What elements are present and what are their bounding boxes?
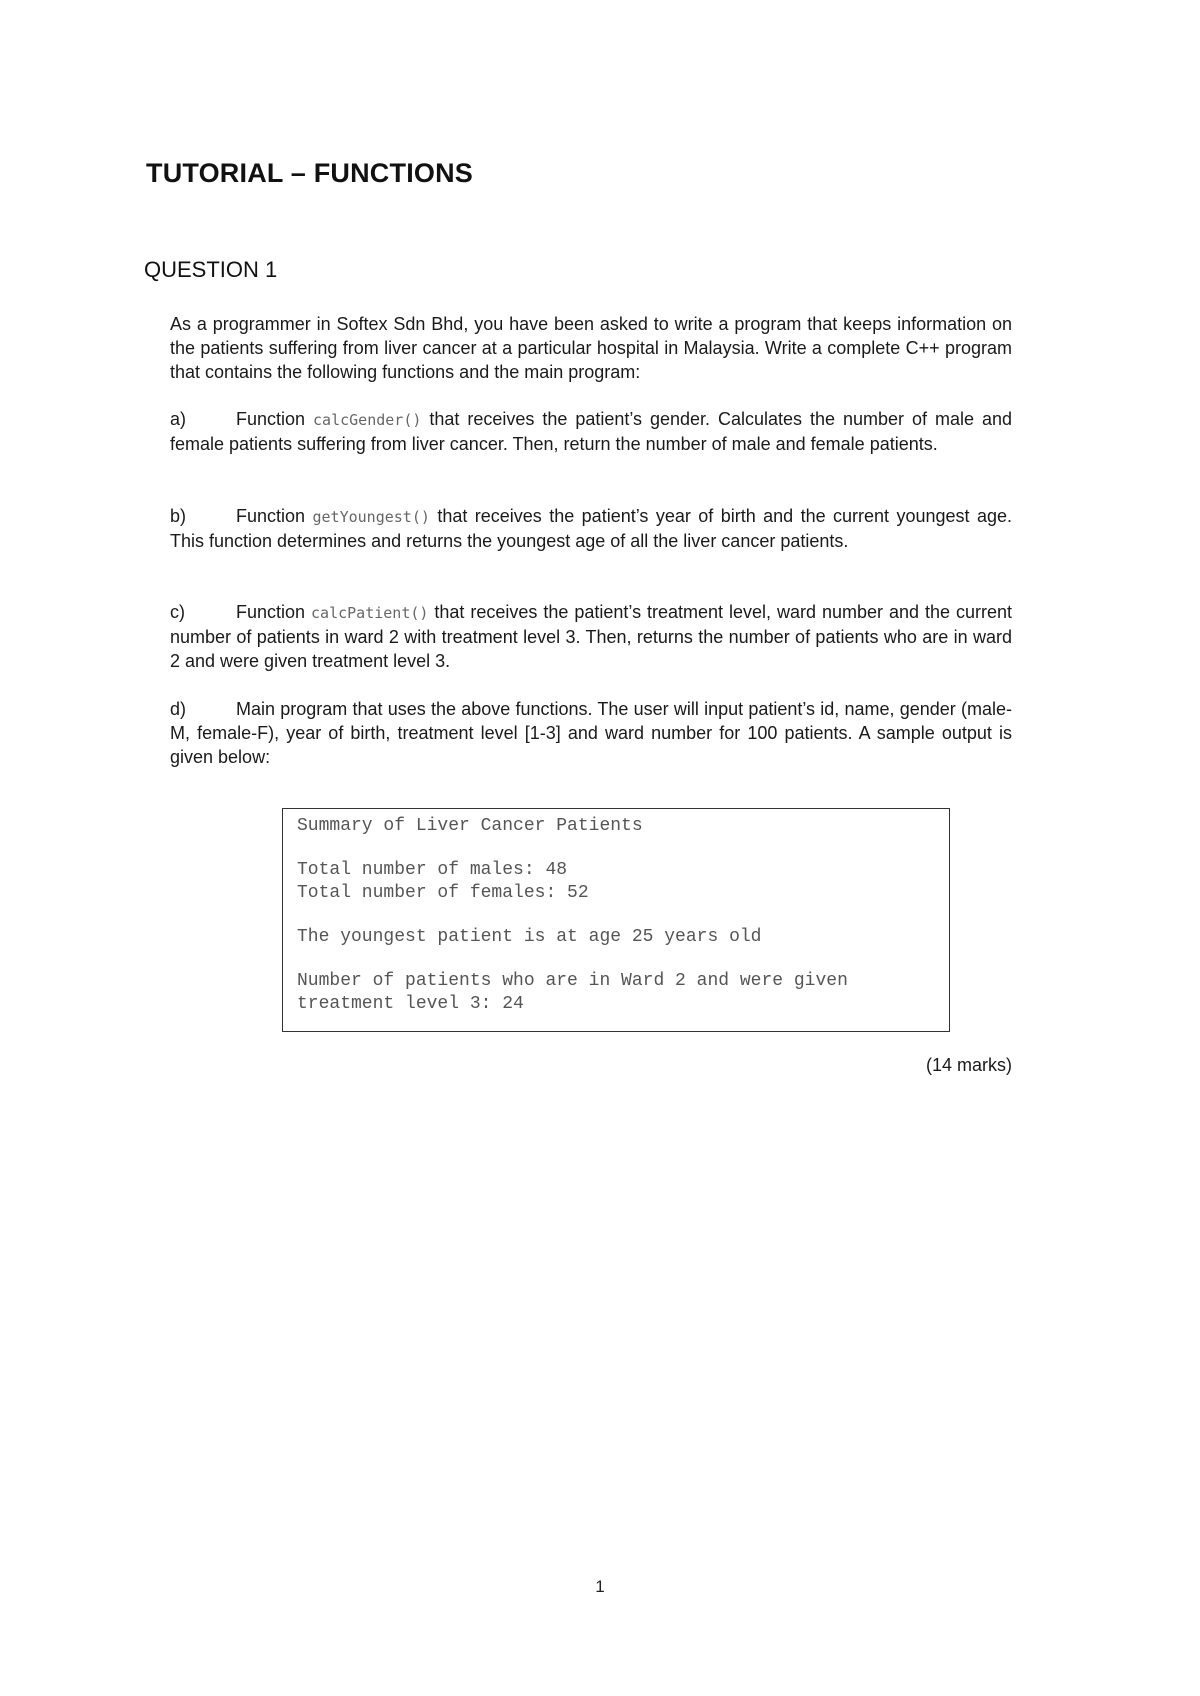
part-a	[170, 407, 1012, 456]
output-ward-line-2: treatment level 3: 24	[297, 994, 524, 1014]
output-males: Total number of males: 48	[297, 860, 568, 880]
output-youngest: The youngest patient is at age 25 years old	[297, 927, 762, 947]
question-intro: As a programmer in Softex Sdn Bhd, you have been asked to write a program that keeps information on the patients suffering from liver cancer at a particular hospital in Malaysia. Write a complete C++ program that contains the following functions and the main program:	[170, 314, 1012, 382]
part-lead: Function	[236, 506, 306, 526]
part-lead: Function	[236, 602, 306, 622]
part-label: d)	[170, 699, 187, 719]
function-name: getYoungest()	[312, 508, 430, 526]
function-name: calcGender()	[313, 411, 422, 429]
part-c	[170, 600, 1012, 673]
sample-output-box	[282, 808, 950, 1032]
part-text: that receives the patient’s treatment level, ward number and the current number of patients in ward 2 with treatment level 3. Then, returns the number of patients who are in ward 2 and were given treatment level 3.	[170, 602, 1012, 671]
part-label: c)	[170, 602, 185, 622]
part-label: b)	[170, 506, 187, 526]
part-text: that receives the patient’s year of birth and the current youngest age. This function determines and returns the youngest age of all the liver cancer patients.	[170, 506, 1012, 551]
part-d	[170, 697, 1012, 769]
part-label: a)	[170, 409, 187, 429]
part-lead: Function	[236, 409, 306, 429]
part-text: that receives the patient’s gender. Calculates the number of male and female patients suffering from liver cancer. Then, return the number of male and female patients.	[170, 409, 1012, 454]
page-number: 1	[595, 1577, 605, 1596]
output-females: Total number of females: 52	[297, 883, 589, 903]
output-ward-line-1: Number of patients who are in Ward 2 and were given	[297, 971, 848, 991]
function-name: calcPatient()	[311, 604, 429, 622]
question-title: QUESTION 1	[144, 257, 278, 282]
marks-label: (14 marks)	[925, 1055, 1012, 1075]
page-title: TUTORIAL – FUNCTIONS	[146, 158, 474, 188]
part-b	[170, 504, 1012, 553]
output-heading: Summary of Liver Cancer Patients	[297, 816, 643, 836]
part-text: Main program that uses the above functions. The user will input patient’s id, name, gender (male-M, female-F), year of birth, treatment level [1-3] and ward number for 100 patients. A sample output is given below:	[170, 699, 1012, 767]
